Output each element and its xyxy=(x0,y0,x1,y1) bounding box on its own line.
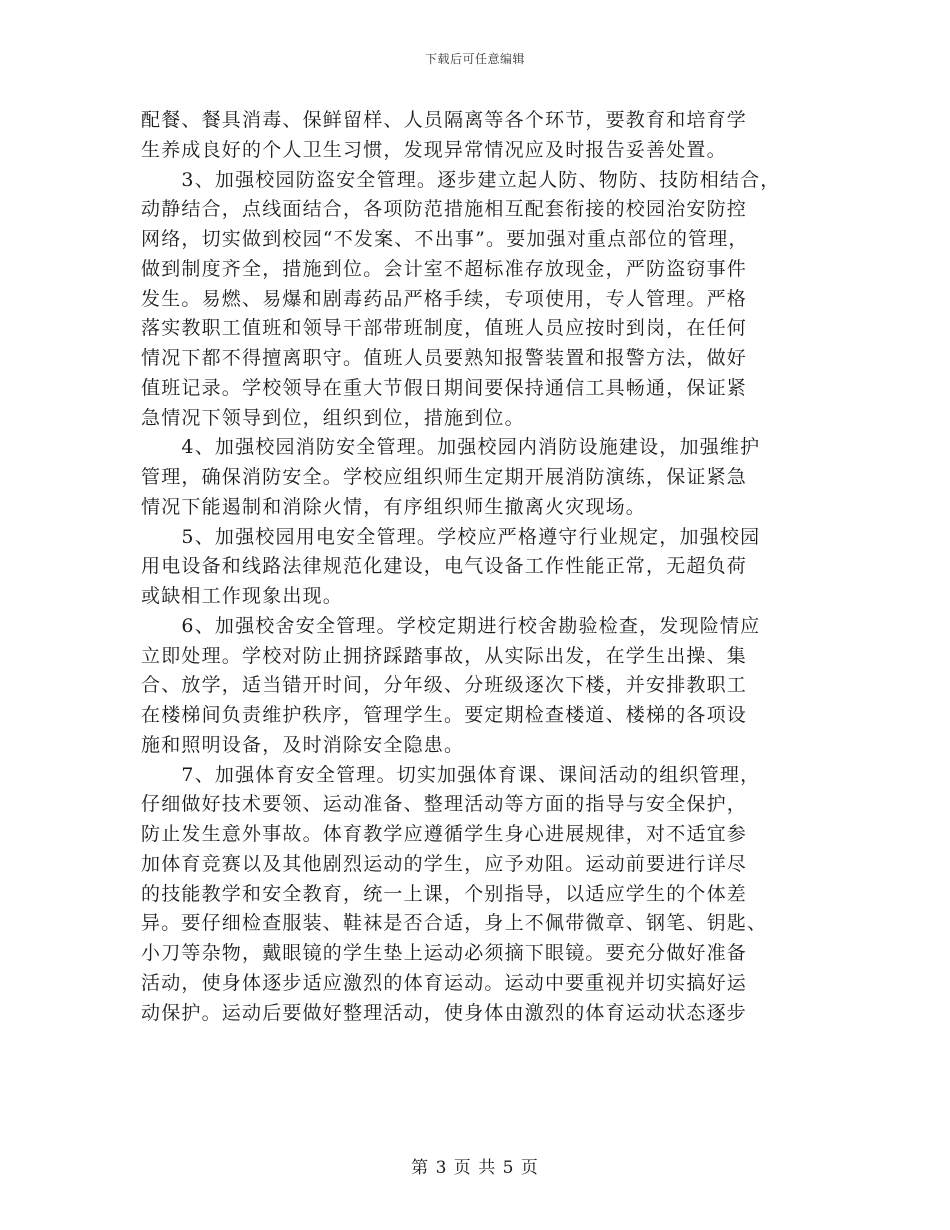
text-line: 的技能教学和安全教育，统一上课，个别指导，以适应学生的个体差 xyxy=(141,882,748,905)
text-line: 合、放学，适当错开时间，分年级、分班级逐次下楼，并安排教职工 xyxy=(141,674,748,697)
text-line: 生养成良好的个人卫生习惯，发现异常情况应及时报告妥善处置。 xyxy=(141,138,727,161)
text-line: 加体育竞赛以及其他剧烈运动的学生，应予劝阻。运动前要进行详尽 xyxy=(141,852,748,875)
text-line: 6、加强校舍安全管理。学校定期进行校舍勘验检查，发现险情应 xyxy=(141,614,761,637)
text-line: 5、加强校园用电安全管理。学校应严格遵守行业规定，加强校园 xyxy=(141,525,761,548)
text-line: 做到制度齐全，措施到位。会计室不超标准存放现金，严防盗窃事件 xyxy=(141,257,748,280)
text-line: 动保护。运动后要做好整理活动，使身体由激烈的体育运动状态逐步 xyxy=(141,1001,748,1024)
text-line: 落实教职工值班和领导干部带班制度，值班人员应按时到岗，在任何 xyxy=(141,317,748,340)
text-line: 小刀等杂物，戴眼镜的学生垫上运动必须摘下眼镜。要充分做好准备 xyxy=(141,942,748,964)
page-number-footer: 第 3 页 共 5 页 xyxy=(411,1158,539,1178)
text-line: 值班记录。学校领导在重大节假日期间要保持通信工具畅通，保证紧 xyxy=(141,376,748,399)
text-line: 发生。易燃、易爆和剧毒药品严格手续，专项使用，专人管理。严格 xyxy=(141,287,748,310)
text-line: 活动，使身体逐步适应激烈的体育运动。运动中要重视并切实搞好运 xyxy=(141,971,748,994)
text-line: 仔细做好技术要领、运动准备、整理活动等方面的指导与安全保护， xyxy=(141,793,748,816)
document-body xyxy=(141,106,811,1028)
page-header: 下载后可任意编辑 xyxy=(424,52,525,66)
text-line: 急情况下领导到位，组织到位，措施到位。 xyxy=(141,406,525,429)
text-line: 异。要仔细检查服装、鞋袜是否合适，身上不佩带微章、钢笔、钥匙、 xyxy=(141,912,768,935)
text-line: 立即处理。学校对防止拥挤踩踏事故，从实际出发，在学生出操、集 xyxy=(141,644,748,667)
text-line: 网络，切实做到校园“不发案、不出事”。要加强对重点部位的管理， xyxy=(141,228,749,250)
text-line: 在楼梯间负责维护秩序，管理学生。要定期检查楼道、楼梯的各项设 xyxy=(141,704,748,726)
text-line: 配餐、餐具消毒、保鲜留样、人员隔离等各个环节，要教育和培育学 xyxy=(141,109,748,131)
text-line: 3、加强校园防盗安全管理。逐步建立起人防、物防、技防相结合， xyxy=(141,168,781,191)
text-line: 施和照明设备，及时消除安全隐患。 xyxy=(141,733,465,756)
text-line: 7、加强体育安全管理。切实加强体育课、课间活动的组织管理， xyxy=(141,763,761,786)
text-line: 情况下能遏制和消除火情，有序组织师生撤离火灾现场。 xyxy=(141,495,647,518)
text-line: 防止发生意外事故。体育教学应遵循学生身心进展规律，对不适宜参 xyxy=(141,823,748,845)
text-line: 情况下都不得擅离职守。值班人员要熟知报警装置和报警方法，做好 xyxy=(141,347,748,369)
text-line: 管理，确保消防安全。学校应组织师生定期开展消防演练，保证紧急 xyxy=(141,466,748,488)
text-line: 动静结合，点线面结合，各项防范措施相互配套衔接的校园治安防控 xyxy=(141,198,748,221)
text-line: 用电设备和线路法律规范化建设，电气设备工作性能正常，无超负荷 xyxy=(141,555,748,578)
text-line: 或缺相工作现象出现。 xyxy=(141,585,344,607)
text-line: 4、加强校园消防安全管理。加强校园内消防设施建设，加强维护 xyxy=(141,436,761,459)
